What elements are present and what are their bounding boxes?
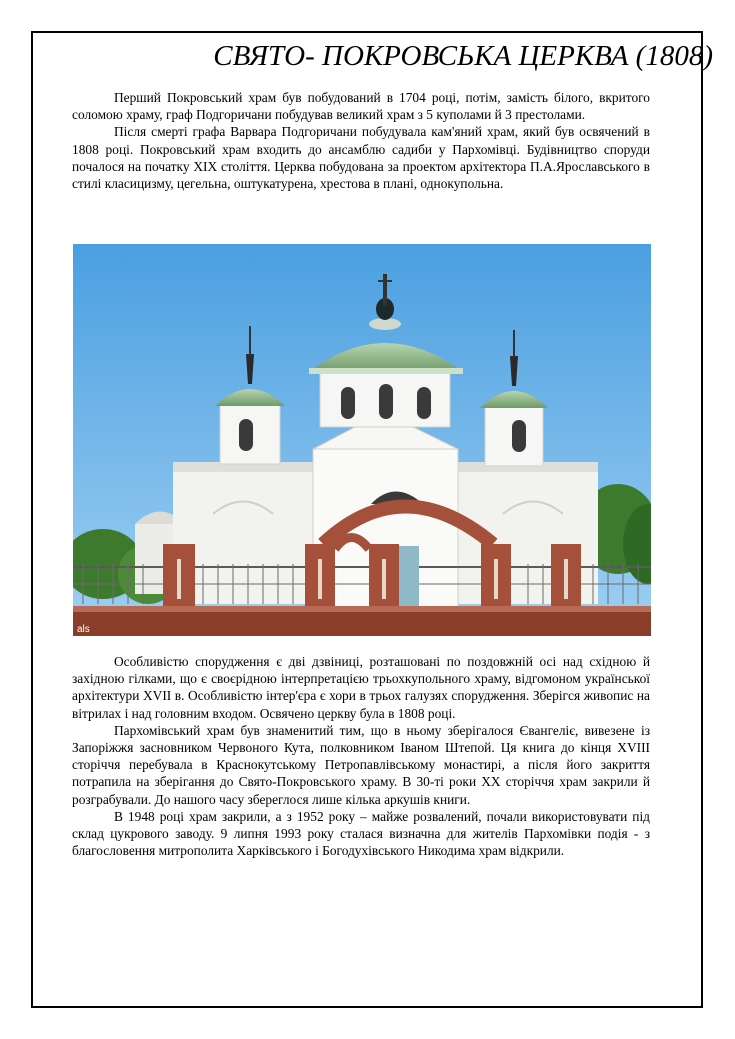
- paragraph: Особливістю спорудження є дві дзвіниці, розташовані по поздовжній осі над східною й західною гілками, що є своєрідною інтерпретацією трьохкупольного храму, відгомоном української архітектури XVII в. Особливістю інтер'єра є хори в трьох галузях спорудження. Зберігся живопис на вітрилах і над головним входом. Освячено церкву була в 1808 році.: [72, 654, 650, 721]
- page-title: СВЯТО- ПОКРОВСЬКА ЦЕРКВА (1808): [213, 40, 713, 72]
- intro-text: [72, 89, 650, 192]
- paragraph: В 1948 році храм закрили, а з 1952 року – майже розвалений, почали використовувати під склад цукрового заводу. 9 липня 1993 року сталася визначна для жителів Пархомівки подія - з благословення митрополита Харківського і Богодухівського Никодима храм відкрили.: [72, 808, 650, 859]
- photo-watermark: als: [77, 624, 90, 635]
- church-photo: [73, 244, 651, 636]
- paragraph: Після смерті графа Варвара Подгоричани побудувала кам'яний храм, який був освячений в 1808 році. Покровський храм входить до ансамблю садиби у Пархомівці. Будівництво споруди почалося на початку XIX століття. Церква побудована за проектом архітектора П.А.Ярославського в стилі класицизму, цегельна, оштукатурена, хрестова в плані, однокупольна.: [72, 124, 650, 192]
- paragraph: Пархомівський храм був знаменитий тим, що в ньому зберігалося Євангеліє, вивезене із Запоріжжя засновником Червоного Кута, полковником Іваном Штепой. Ця книга до кінця XVIII сторіччя перебувала в Краснокутському Петропавлівському монастирі, а після його закриття потрапила на зберігання до Свято-Покровського храму. В 30-ті роки XX сторіччя храм закрили й розграбували. До нашого часу збереглося лише кілька аркушів книги.: [72, 722, 650, 807]
- main-text: [72, 653, 650, 859]
- paragraph: Перший Покровський храм був побудований в 1704 році, потім, замість білого, вкритого соломою храму, граф Подгоричани побудував великий храм з 5 куполами й 3 престолами.: [72, 90, 650, 123]
